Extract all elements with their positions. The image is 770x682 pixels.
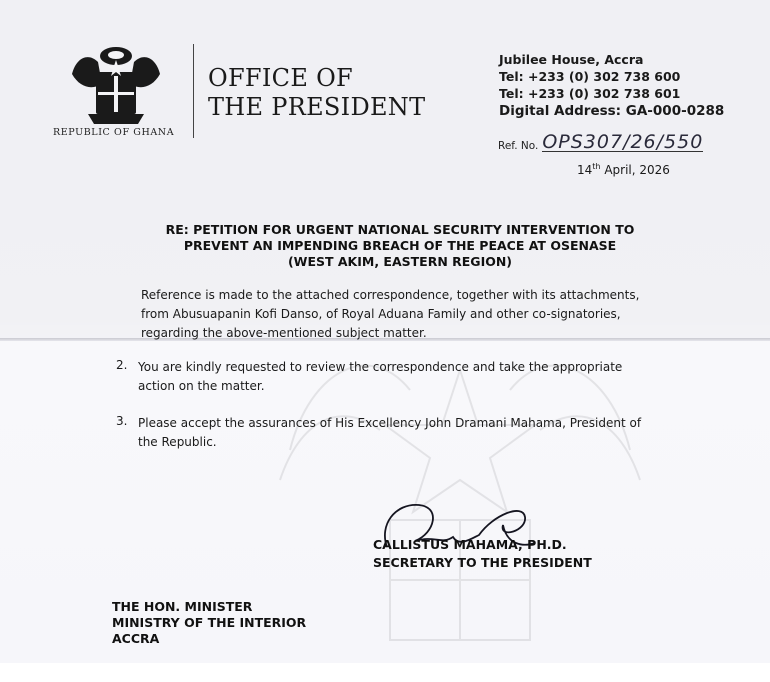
digital-address: Digital Address: GA-000-0288 <box>499 103 725 119</box>
letter-date <box>577 162 670 177</box>
paragraph-1: Reference is made to the attached correspondence, together with its attachments, from Abusuapanin Kofi Danso, of Royal Aduana Family and other co-signatories, regarding the above-mentioned subject matter. <box>141 288 640 340</box>
reference-number <box>498 133 703 152</box>
reference-value-handwritten: OPS307/26/550 <box>542 131 704 153</box>
office-title-line2: THE PRESIDENT <box>208 93 426 121</box>
signatory-title: SECRETARY TO THE PRESIDENT <box>373 555 592 570</box>
subject-line1: RE: PETITION FOR URGENT NATIONAL SECURITY INTERVENTION TO <box>165 222 635 237</box>
republic-of-ghana-label: REPUBLIC OF GHANA <box>53 127 175 138</box>
subject-line3: (WEST AKIM, EASTERN REGION) <box>287 254 513 269</box>
paragraph-2: You are kindly requested to review the correspondence and take the appropriate action on the matter. <box>138 360 623 393</box>
addressee-line3: ACCRA <box>112 631 160 646</box>
signatory-name: CALLISTUS MAHAMA, PH.D. <box>373 537 567 552</box>
reference-label: Ref. No. <box>498 140 539 152</box>
letterhead-divider <box>193 44 194 138</box>
date-day: 14 <box>577 163 593 177</box>
date-rest: April, 2026 <box>600 163 670 177</box>
subject-heading <box>140 222 660 270</box>
address-line: Jubilee House, Accra <box>499 52 644 67</box>
telephone-2: Tel: +233 (0) 302 738 601 <box>499 86 681 101</box>
office-title <box>208 64 425 122</box>
paragraph-3: Please accept the assurances of His Excellency John Dramani Mahama, President of the Republic. <box>138 416 642 449</box>
subject-line2: PREVENT AN IMPENDING BREACH OF THE PEACE AT OSENASE <box>183 238 617 253</box>
date-suffix: th <box>592 162 601 171</box>
addressee-line2: MINISTRY OF THE INTERIOR <box>112 615 307 630</box>
signatory-block <box>373 536 592 572</box>
paragraph-3-number: 3. <box>116 414 128 428</box>
contact-block <box>499 51 724 120</box>
ghana-coat-of-arms-icon <box>68 44 164 128</box>
addressee-block <box>112 599 306 647</box>
telephone-1: Tel: +233 (0) 302 738 600 <box>499 69 681 84</box>
office-title-line1: OFFICE OF <box>208 64 354 92</box>
paragraph-2-number: 2. <box>116 358 128 372</box>
addressee-line1: THE HON. MINISTER <box>112 599 253 614</box>
